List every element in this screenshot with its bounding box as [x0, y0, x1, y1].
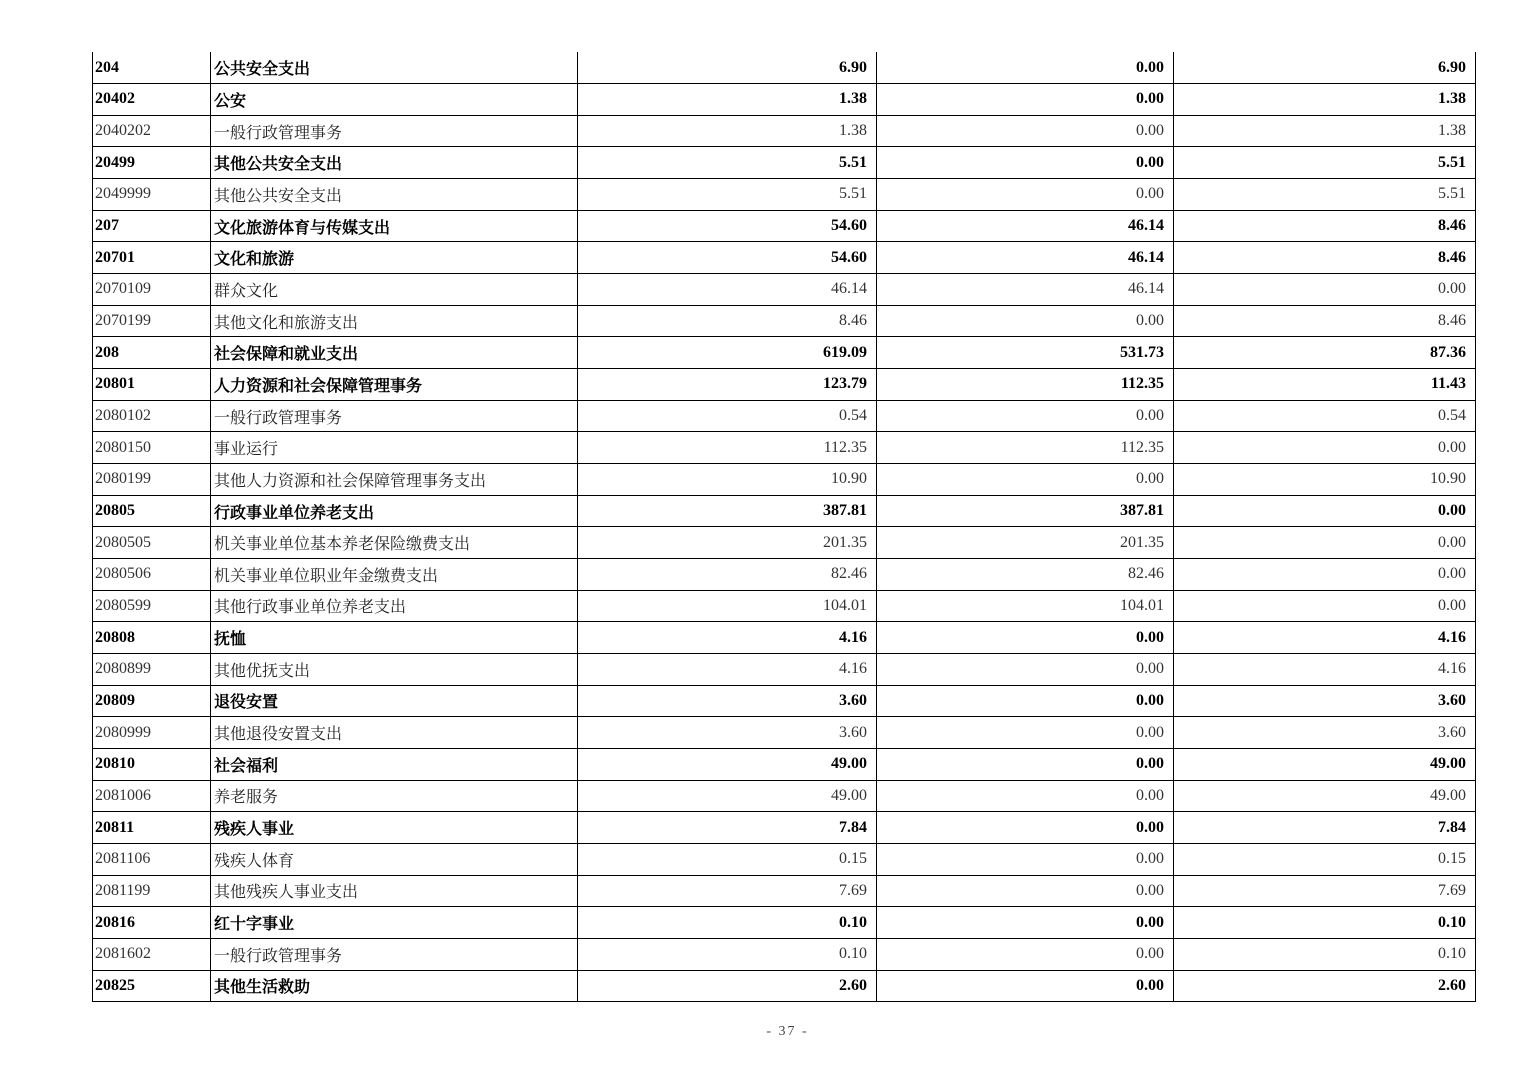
account-name-cell: 其他生活救助 — [211, 970, 578, 1002]
project-expenditure-cell: 0.00 — [1174, 495, 1476, 527]
account-name-cell: 抚恤 — [211, 622, 578, 654]
project-expenditure-cell: 8.46 — [1174, 210, 1476, 242]
table-row — [93, 179, 1476, 211]
basic-expenditure-cell: 201.35 — [877, 527, 1174, 559]
total-amount-cell: 201.35 — [578, 527, 877, 559]
account-code-cell: 20801 — [93, 369, 211, 401]
total-amount-cell: 619.09 — [578, 337, 877, 369]
account-name-cell: 一般行政管理事务 — [211, 400, 578, 432]
basic-expenditure-cell: 46.14 — [877, 274, 1174, 306]
basic-expenditure-cell: 0.00 — [877, 843, 1174, 875]
account-code-cell: 20402 — [93, 84, 211, 116]
account-name-cell: 事业运行 — [211, 432, 578, 464]
project-expenditure-cell: 0.15 — [1174, 843, 1476, 875]
basic-expenditure-cell: 104.01 — [877, 590, 1174, 622]
project-expenditure-cell: 3.60 — [1174, 717, 1476, 749]
table-row — [93, 305, 1476, 337]
table-row — [93, 938, 1476, 970]
project-expenditure-cell: 4.16 — [1174, 622, 1476, 654]
account-code-cell: 2080999 — [93, 717, 211, 749]
account-code-cell: 20809 — [93, 685, 211, 717]
table-row — [93, 147, 1476, 179]
table-row — [93, 590, 1476, 622]
project-expenditure-cell: 0.00 — [1174, 274, 1476, 306]
account-code-cell: 207 — [93, 210, 211, 242]
account-name-cell: 残疾人体育 — [211, 843, 578, 875]
account-code-cell: 2081602 — [93, 938, 211, 970]
account-code-cell: 20808 — [93, 622, 211, 654]
basic-expenditure-cell: 0.00 — [877, 179, 1174, 211]
account-name-cell: 残疾人事业 — [211, 812, 578, 844]
account-code-cell: 20499 — [93, 147, 211, 179]
total-amount-cell: 10.90 — [578, 464, 877, 496]
project-expenditure-cell: 5.51 — [1174, 179, 1476, 211]
account-name-cell: 其他行政事业单位养老支出 — [211, 590, 578, 622]
account-code-cell: 2070109 — [93, 274, 211, 306]
table-row — [93, 52, 1476, 84]
table-row — [93, 748, 1476, 780]
total-amount-cell: 104.01 — [578, 590, 877, 622]
account-name-cell: 行政事业单位养老支出 — [211, 495, 578, 527]
table-row — [93, 527, 1476, 559]
total-amount-cell: 3.60 — [578, 717, 877, 749]
account-code-cell: 2080899 — [93, 653, 211, 685]
table-row — [93, 780, 1476, 812]
total-amount-cell: 3.60 — [578, 685, 877, 717]
account-code-cell: 2080199 — [93, 464, 211, 496]
project-expenditure-cell: 49.00 — [1174, 748, 1476, 780]
account-name-cell: 群众文化 — [211, 274, 578, 306]
table-row — [93, 717, 1476, 749]
basic-expenditure-cell: 0.00 — [877, 812, 1174, 844]
project-expenditure-cell: 8.46 — [1174, 305, 1476, 337]
project-expenditure-cell: 1.38 — [1174, 115, 1476, 147]
basic-expenditure-cell: 0.00 — [877, 653, 1174, 685]
account-code-cell: 2081106 — [93, 843, 211, 875]
account-name-cell: 一般行政管理事务 — [211, 115, 578, 147]
account-name-cell: 一般行政管理事务 — [211, 938, 578, 970]
basic-expenditure-cell: 0.00 — [877, 84, 1174, 116]
project-expenditure-cell: 5.51 — [1174, 147, 1476, 179]
project-expenditure-cell: 0.54 — [1174, 400, 1476, 432]
total-amount-cell: 4.16 — [578, 653, 877, 685]
table-row — [93, 400, 1476, 432]
total-amount-cell: 387.81 — [578, 495, 877, 527]
basic-expenditure-cell: 0.00 — [877, 748, 1174, 780]
account-name-cell: 文化旅游体育与传媒支出 — [211, 210, 578, 242]
project-expenditure-cell: 49.00 — [1174, 780, 1476, 812]
account-name-cell: 其他优抚支出 — [211, 653, 578, 685]
account-code-cell: 2049999 — [93, 179, 211, 211]
project-expenditure-cell: 8.46 — [1174, 242, 1476, 274]
total-amount-cell: 1.38 — [578, 84, 877, 116]
project-expenditure-cell: 0.00 — [1174, 590, 1476, 622]
total-amount-cell: 49.00 — [578, 780, 877, 812]
total-amount-cell: 123.79 — [578, 369, 877, 401]
account-name-cell: 养老服务 — [211, 780, 578, 812]
account-code-cell: 20816 — [93, 907, 211, 939]
total-amount-cell: 82.46 — [578, 559, 877, 591]
total-amount-cell: 0.10 — [578, 938, 877, 970]
total-amount-cell: 2.60 — [578, 970, 877, 1002]
account-code-cell: 2080505 — [93, 527, 211, 559]
account-name-cell: 机关事业单位基本养老保险缴费支出 — [211, 527, 578, 559]
project-expenditure-cell: 87.36 — [1174, 337, 1476, 369]
project-expenditure-cell: 2.60 — [1174, 970, 1476, 1002]
basic-expenditure-cell: 0.00 — [877, 685, 1174, 717]
account-code-cell: 2080102 — [93, 400, 211, 432]
table-body — [93, 52, 1476, 1002]
project-expenditure-cell: 7.69 — [1174, 875, 1476, 907]
basic-expenditure-cell: 82.46 — [877, 559, 1174, 591]
basic-expenditure-cell: 0.00 — [877, 622, 1174, 654]
project-expenditure-cell: 4.16 — [1174, 653, 1476, 685]
basic-expenditure-cell: 0.00 — [877, 717, 1174, 749]
total-amount-cell: 4.16 — [578, 622, 877, 654]
account-code-cell: 2081199 — [93, 875, 211, 907]
basic-expenditure-cell: 112.35 — [877, 432, 1174, 464]
account-name-cell: 文化和旅游 — [211, 242, 578, 274]
total-amount-cell: 8.46 — [578, 305, 877, 337]
basic-expenditure-cell: 0.00 — [877, 875, 1174, 907]
account-code-cell: 2070199 — [93, 305, 211, 337]
project-expenditure-cell: 0.00 — [1174, 559, 1476, 591]
basic-expenditure-cell: 387.81 — [877, 495, 1174, 527]
account-code-cell: 20701 — [93, 242, 211, 274]
table-row — [93, 685, 1476, 717]
basic-expenditure-cell: 0.00 — [877, 464, 1174, 496]
basic-expenditure-cell: 0.00 — [877, 907, 1174, 939]
account-name-cell: 公安 — [211, 84, 578, 116]
basic-expenditure-cell: 531.73 — [877, 337, 1174, 369]
table-row — [93, 337, 1476, 369]
table-row — [93, 369, 1476, 401]
account-code-cell: 2040202 — [93, 115, 211, 147]
project-expenditure-cell: 6.90 — [1174, 52, 1476, 84]
table-row — [93, 210, 1476, 242]
page-number: - 37 - — [766, 1024, 809, 1039]
table-row — [93, 274, 1476, 306]
total-amount-cell: 6.90 — [578, 52, 877, 84]
total-amount-cell: 54.60 — [578, 210, 877, 242]
total-amount-cell: 7.69 — [578, 875, 877, 907]
total-amount-cell: 5.51 — [578, 179, 877, 211]
table-row — [93, 84, 1476, 116]
project-expenditure-cell: 11.43 — [1174, 369, 1476, 401]
basic-expenditure-cell: 0.00 — [877, 52, 1174, 84]
table-row — [93, 653, 1476, 685]
basic-expenditure-cell: 0.00 — [877, 115, 1174, 147]
basic-expenditure-cell: 112.35 — [877, 369, 1174, 401]
table-row — [93, 812, 1476, 844]
basic-expenditure-cell: 0.00 — [877, 938, 1174, 970]
table-row — [93, 495, 1476, 527]
total-amount-cell: 49.00 — [578, 748, 877, 780]
basic-expenditure-cell: 0.00 — [877, 970, 1174, 1002]
account-name-cell: 退役安置 — [211, 685, 578, 717]
account-name-cell: 其他公共安全支出 — [211, 179, 578, 211]
project-expenditure-cell: 0.10 — [1174, 938, 1476, 970]
basic-expenditure-cell: 0.00 — [877, 780, 1174, 812]
account-code-cell: 20805 — [93, 495, 211, 527]
table-row — [93, 875, 1476, 907]
account-name-cell: 社会福利 — [211, 748, 578, 780]
budget-expenditure-table — [92, 52, 1476, 1002]
total-amount-cell: 7.84 — [578, 812, 877, 844]
account-code-cell: 2080150 — [93, 432, 211, 464]
project-expenditure-cell: 0.00 — [1174, 432, 1476, 464]
total-amount-cell: 0.10 — [578, 907, 877, 939]
project-expenditure-cell: 3.60 — [1174, 685, 1476, 717]
account-name-cell: 其他公共安全支出 — [211, 147, 578, 179]
account-code-cell: 2080506 — [93, 559, 211, 591]
total-amount-cell: 54.60 — [578, 242, 877, 274]
basic-expenditure-cell: 46.14 — [877, 210, 1174, 242]
account-code-cell: 20811 — [93, 812, 211, 844]
account-name-cell: 人力资源和社会保障管理事务 — [211, 369, 578, 401]
account-name-cell: 其他退役安置支出 — [211, 717, 578, 749]
table-row — [93, 843, 1476, 875]
total-amount-cell: 5.51 — [578, 147, 877, 179]
account-name-cell: 社会保障和就业支出 — [211, 337, 578, 369]
project-expenditure-cell: 0.10 — [1174, 907, 1476, 939]
account-code-cell: 2080599 — [93, 590, 211, 622]
table-row — [93, 242, 1476, 274]
account-name-cell: 公共安全支出 — [211, 52, 578, 84]
total-amount-cell: 0.54 — [578, 400, 877, 432]
project-expenditure-cell: 0.00 — [1174, 527, 1476, 559]
basic-expenditure-cell: 0.00 — [877, 305, 1174, 337]
table-row — [93, 907, 1476, 939]
account-code-cell: 20810 — [93, 748, 211, 780]
account-name-cell: 其他文化和旅游支出 — [211, 305, 578, 337]
table-row — [93, 115, 1476, 147]
project-expenditure-cell: 1.38 — [1174, 84, 1476, 116]
total-amount-cell: 0.15 — [578, 843, 877, 875]
table-row — [93, 622, 1476, 654]
account-name-cell: 其他人力资源和社会保障管理事务支出 — [211, 464, 578, 496]
account-code-cell: 20825 — [93, 970, 211, 1002]
account-name-cell: 机关事业单位职业年金缴费支出 — [211, 559, 578, 591]
table-row — [93, 464, 1476, 496]
account-code-cell: 2081006 — [93, 780, 211, 812]
table-row — [93, 559, 1476, 591]
account-name-cell: 其他残疾人事业支出 — [211, 875, 578, 907]
basic-expenditure-cell: 0.00 — [877, 147, 1174, 179]
total-amount-cell: 1.38 — [578, 115, 877, 147]
basic-expenditure-cell: 46.14 — [877, 242, 1174, 274]
account-name-cell: 红十字事业 — [211, 907, 578, 939]
account-code-cell: 208 — [93, 337, 211, 369]
account-code-cell: 204 — [93, 52, 211, 84]
basic-expenditure-cell: 0.00 — [877, 400, 1174, 432]
total-amount-cell: 46.14 — [578, 274, 877, 306]
table-row — [93, 970, 1476, 1002]
project-expenditure-cell: 10.90 — [1174, 464, 1476, 496]
project-expenditure-cell: 7.84 — [1174, 812, 1476, 844]
total-amount-cell: 112.35 — [578, 432, 877, 464]
table-row — [93, 432, 1476, 464]
